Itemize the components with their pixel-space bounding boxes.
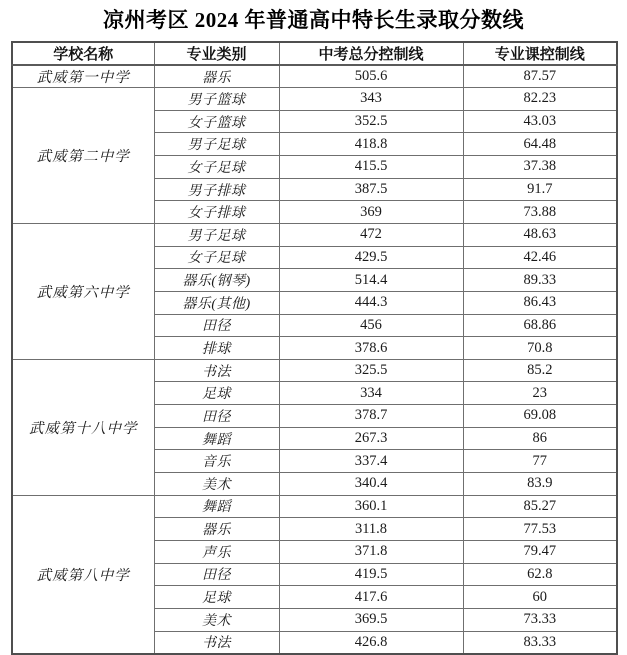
major-score-cell: 85.2 [463, 359, 617, 382]
total-score-cell: 343 [279, 88, 463, 111]
total-score-cell: 360.1 [279, 495, 463, 518]
major-score-cell: 85.27 [463, 495, 617, 518]
major-score-cell: 79.47 [463, 540, 617, 563]
page-title: 凉州考区 2024 年普通高中特长生录取分数线 [103, 8, 524, 32]
category-cell: 田径 [154, 563, 279, 586]
major-score-cell: 43.03 [463, 110, 617, 133]
major-score-cell: 87.57 [463, 65, 617, 88]
category-cell: 排球 [154, 337, 279, 360]
category-cell: 美术 [154, 473, 279, 496]
total-score-cell: 514.4 [279, 269, 463, 292]
major-score-cell: 73.88 [463, 201, 617, 224]
total-score-cell: 417.6 [279, 586, 463, 609]
category-cell: 女子足球 [154, 246, 279, 269]
category-cell: 男子足球 [154, 133, 279, 156]
category-cell: 器乐(钢琴) [154, 269, 279, 292]
category-cell: 女子排球 [154, 201, 279, 224]
major-score-cell: 89.33 [463, 269, 617, 292]
major-score-cell: 60 [463, 586, 617, 609]
school-name-cell: 武威第六中学 [12, 223, 154, 359]
major-score-cell: 64.48 [463, 133, 617, 156]
column-header-major-score-line: 专业课控制线 [463, 42, 617, 65]
category-cell: 声乐 [154, 540, 279, 563]
total-score-cell: 426.8 [279, 631, 463, 654]
major-score-cell: 86 [463, 427, 617, 450]
total-score-cell: 311.8 [279, 518, 463, 541]
major-score-cell: 48.63 [463, 223, 617, 246]
total-score-cell: 267.3 [279, 427, 463, 450]
category-cell: 男子篮球 [154, 88, 279, 111]
total-score-cell: 505.6 [279, 65, 463, 88]
score-table [11, 41, 618, 655]
table-row [12, 495, 617, 518]
total-score-cell: 444.3 [279, 291, 463, 314]
total-score-cell: 378.6 [279, 337, 463, 360]
total-score-cell: 325.5 [279, 359, 463, 382]
school-name-cell: 武威第一中学 [12, 65, 154, 88]
major-score-cell: 37.38 [463, 156, 617, 179]
header-row [12, 42, 617, 65]
table-row [12, 88, 617, 111]
category-cell: 舞蹈 [154, 427, 279, 450]
category-cell: 书法 [154, 631, 279, 654]
major-score-cell: 73.33 [463, 608, 617, 631]
major-score-cell: 69.08 [463, 405, 617, 428]
category-cell: 男子足球 [154, 223, 279, 246]
school-name-cell: 武威第八中学 [12, 495, 154, 653]
major-score-cell: 77.53 [463, 518, 617, 541]
table-body [12, 65, 617, 654]
total-score-cell: 418.8 [279, 133, 463, 156]
category-cell: 器乐 [154, 65, 279, 88]
category-cell: 女子篮球 [154, 110, 279, 133]
category-cell: 器乐 [154, 518, 279, 541]
column-header-major-category: 专业类别 [154, 42, 279, 65]
major-score-cell: 70.8 [463, 337, 617, 360]
school-name-cell: 武威第二中学 [12, 88, 154, 224]
major-score-cell: 42.46 [463, 246, 617, 269]
major-score-cell: 86.43 [463, 291, 617, 314]
category-cell: 舞蹈 [154, 495, 279, 518]
total-score-cell: 371.8 [279, 540, 463, 563]
column-header-total-score-line: 中考总分控制线 [279, 42, 463, 65]
column-header-school-name: 学校名称 [12, 42, 154, 65]
major-score-cell: 83.33 [463, 631, 617, 654]
category-cell: 田径 [154, 314, 279, 337]
total-score-cell: 456 [279, 314, 463, 337]
major-score-cell: 23 [463, 382, 617, 405]
total-score-cell: 419.5 [279, 563, 463, 586]
school-name-cell: 武威第十八中学 [12, 359, 154, 495]
category-cell: 美术 [154, 608, 279, 631]
total-score-cell: 369.5 [279, 608, 463, 631]
table-row [12, 223, 617, 246]
table-row [12, 65, 617, 88]
total-score-cell: 387.5 [279, 178, 463, 201]
total-score-cell: 337.4 [279, 450, 463, 473]
category-cell: 男子排球 [154, 178, 279, 201]
total-score-cell: 340.4 [279, 473, 463, 496]
total-score-cell: 334 [279, 382, 463, 405]
table-row [12, 359, 617, 382]
total-score-cell: 429.5 [279, 246, 463, 269]
category-cell: 书法 [154, 359, 279, 382]
major-score-cell: 82.23 [463, 88, 617, 111]
major-score-cell: 83.9 [463, 473, 617, 496]
total-score-cell: 415.5 [279, 156, 463, 179]
category-cell: 器乐(其他) [154, 291, 279, 314]
total-score-cell: 369 [279, 201, 463, 224]
total-score-cell: 352.5 [279, 110, 463, 133]
major-score-cell: 77 [463, 450, 617, 473]
category-cell: 足球 [154, 382, 279, 405]
category-cell: 足球 [154, 586, 279, 609]
category-cell: 田径 [154, 405, 279, 428]
major-score-cell: 91.7 [463, 178, 617, 201]
major-score-cell: 62.8 [463, 563, 617, 586]
major-score-cell: 68.86 [463, 314, 617, 337]
category-cell: 女子足球 [154, 156, 279, 179]
total-score-cell: 472 [279, 223, 463, 246]
category-cell: 音乐 [154, 450, 279, 473]
total-score-cell: 378.7 [279, 405, 463, 428]
